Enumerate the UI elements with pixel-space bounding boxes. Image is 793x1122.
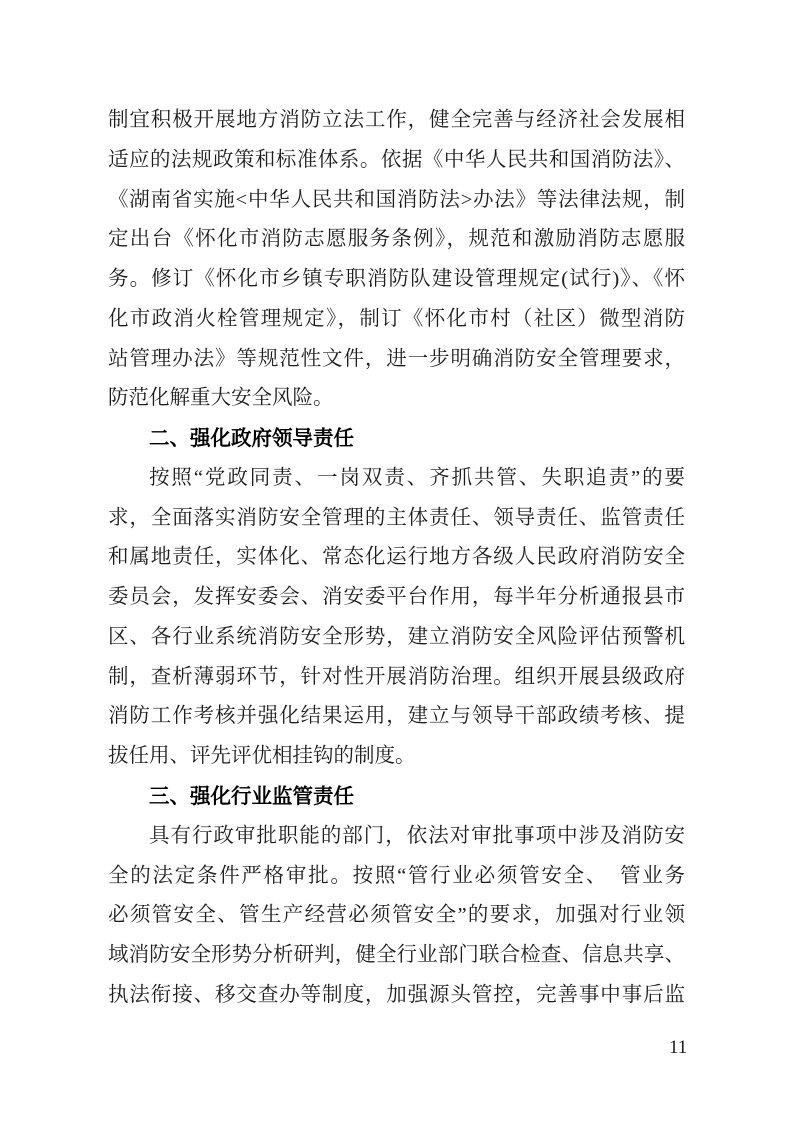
text-line: 适应的法规政策和标准体系。依据《中华人民共和国消防法》、: [108, 148, 685, 171]
text-line: 执法衔接、移交查办等制度，加强源头管控，完善事中事后监: [108, 983, 685, 1006]
text-line: 消防工作考核并强化结果运用，建立与领导干部政绩考核、提: [108, 705, 685, 728]
section-heading: 二、强化政府领导责任: [149, 427, 354, 451]
text-line: 务。修订《怀化市乡镇专职消防队建设管理规定(试行)》、《怀: [108, 268, 685, 291]
text-line: 委员会，发挥安委会、消安委平台作用，每半年分析通报县市: [108, 586, 685, 609]
text-line: 必须管安全、管生产经营必须管安全”的要求，加强对行业领: [108, 904, 685, 927]
section-heading: 三、强化行业监管责任: [149, 785, 354, 809]
text-line: 制，查析薄弱环节，针对性开展消防治理。组织开展县级政府: [108, 665, 685, 688]
text-line: 和属地责任，实体化、常态化运行地方各级人民政府消防安全: [108, 546, 685, 569]
text-line: 求，全面落实消防安全管理的主体责任、领导责任、监管责任: [108, 506, 685, 529]
text-line: 站管理办法》等规范性文件，进一步明确消防安全管理要求，: [108, 347, 685, 370]
text-line: 具有行政审批职能的部门，依法对审批事项中涉及消防安: [149, 824, 685, 847]
page-body-text: [108, 101, 685, 1016]
text-line: 拔任用、评先评优相挂钩的制度。: [108, 745, 416, 768]
text-line: 《湖南省实施<中华人民共和国消防法>办法》等法律法规，制: [108, 188, 685, 211]
text-line: 区、各行业系统消防安全形势，建立消防安全风险评估预警机: [108, 625, 685, 648]
page-number: 11: [669, 1037, 688, 1058]
text-line: 按照“党政同责、一岗双责、齐抓共管、失职追责”的要: [149, 466, 685, 489]
text-line: 制宜积极开展地方消防立法工作，健全完善与经济社会发展相: [108, 109, 685, 131]
text-line: 域消防安全形势分析研判，健全行业部门联合检查、信息共享、: [108, 944, 685, 967]
text-line: 定出台《怀化市消防志愿服务条例》，规范和激励消防志愿服: [108, 228, 685, 251]
text-line: 化市政消火栓管理规定》，制订《怀化市村（社区）微型消防: [108, 307, 685, 330]
text-line: 防范化解重大安全风险。: [108, 387, 334, 410]
text-line: 全的法定条件严格审批。按照“管行业必须管安全、 管业务: [108, 864, 685, 887]
